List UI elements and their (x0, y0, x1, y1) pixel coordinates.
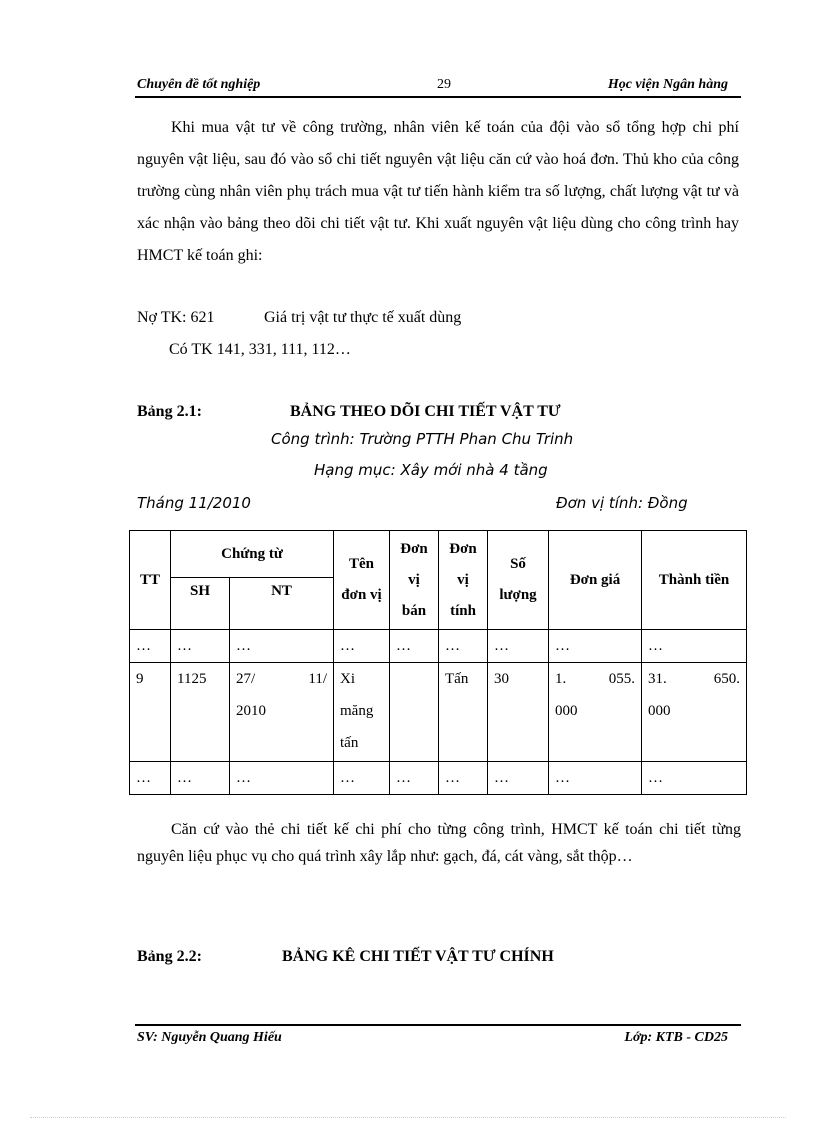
cell-amount: … (642, 630, 747, 663)
cell-tt: 9 (130, 663, 171, 762)
col-calc-unit: Đơn vị tính (439, 531, 488, 630)
cell-nt-month: 11/ (308, 671, 328, 687)
cell-calc-unit: … (439, 762, 488, 795)
cell-tt: … (130, 630, 171, 663)
table1-month: Tháng 11/2010 (137, 494, 251, 512)
col-sale-unit: Đơn vị bán (390, 531, 439, 630)
cell-amount-part1: 31. (648, 671, 667, 687)
table1-label: Bảng 2.1: (137, 403, 202, 420)
cell-sh: … (171, 630, 230, 663)
cell-nt (230, 663, 334, 762)
table-row (130, 762, 747, 795)
col-tt: TT (130, 531, 171, 630)
cell-sale-unit (390, 663, 439, 762)
header-left: Chuyên đề tốt nghiệp (137, 77, 261, 92)
cell-price: … (549, 762, 642, 795)
col-price: Đơn giá (549, 531, 642, 630)
cell-nt: … (230, 762, 334, 795)
col-voucher: Chứng từ (171, 531, 334, 578)
footer-left: SV: Nguyễn Quang Hiếu (137, 1030, 282, 1045)
cell-calc-unit: Tấn (439, 663, 488, 762)
cell-sh: … (171, 762, 230, 795)
cell-name: Xi măng tấn (334, 663, 390, 762)
table1-unit: Đơn vị tính: Đồng (556, 494, 688, 512)
debit-description: Giá trị vật tư thực tế xuất dùng (264, 309, 462, 326)
cell-price: … (549, 630, 642, 663)
cell-sale-unit: … (390, 630, 439, 663)
cell-nt-day: 27/ (236, 671, 256, 687)
cell-sale-unit: … (390, 762, 439, 795)
cell-price-part1: 1. (555, 671, 567, 687)
cell-name: … (334, 630, 390, 663)
cell-price-part2: 055. (608, 671, 636, 687)
cell-calc-unit: … (439, 630, 488, 663)
table-row (130, 663, 747, 762)
col-name: Tên đơn vị (334, 531, 390, 630)
header-right: Học viện Ngân hàng (607, 77, 728, 92)
cell-amount (642, 663, 747, 762)
cell-price (549, 663, 642, 762)
cell-qty: … (488, 762, 549, 795)
table-header-row (130, 531, 747, 578)
cell-amount: … (642, 762, 747, 795)
cell-qty: … (488, 630, 549, 663)
table1-title: BẢNG THEO DÕI CHI TIẾT VẬT TƯ (290, 403, 561, 420)
page-bottom-divider (30, 1117, 786, 1118)
table2-title: BẢNG KÊ CHI TIẾT VẬT TƯ CHÍNH (282, 948, 554, 965)
col-quantity: Số lượng (488, 531, 549, 630)
cell-price-part3: 000 (555, 703, 578, 719)
col-amount: Thành tiền (642, 531, 747, 630)
col-sh: SH (171, 578, 230, 630)
col-nt: NT (230, 578, 334, 630)
cell-name: … (334, 762, 390, 795)
table-row (130, 630, 747, 663)
cell-amount-part3: 000 (648, 703, 671, 719)
cell-amount-part2: 650. (713, 671, 741, 687)
credit-line: Có TK 141, 331, 111, 112… (169, 341, 351, 358)
cell-sh: 1125 (171, 663, 230, 762)
material-tracking-table (129, 530, 747, 795)
paragraph-1: Khi mua vật tư về công trường, nhân viên kế toán của đội vào sổ tổng hợp chi phí nguyên vật liệu, sau đó vào sổ chi tiết nguyên vật liệu căn cứ vào hoá đơn. Thủ kho của công trường cùng nhân viên phụ trách mua vật tư tiến hành kiểm tra số lượng, chất lượng vật tư và xác nhận vào bảng theo dõi chi tiết vật tư. Khi xuất nguyên vật liệu dùng cho công trình hay HMCT kế toán ghi: (137, 119, 739, 264)
cell-qty: 30 (488, 663, 549, 762)
debit-label: Nợ TK: 621 (137, 309, 215, 326)
footer-rule (135, 1024, 741, 1026)
table1-project: Công trình: Trường PTTH Phan Chu Trinh (271, 430, 574, 448)
cell-tt: … (130, 762, 171, 795)
cell-nt-year: 2010 (236, 703, 266, 719)
header-rule (135, 96, 741, 98)
cell-nt: … (230, 630, 334, 663)
table1-item: Hạng mục: Xây mới nhà 4 tầng (314, 461, 548, 479)
page-number: 29 (437, 77, 451, 92)
footer-right: Lớp: KTB - CD25 (624, 1030, 728, 1045)
table2-label: Bảng 2.2: (137, 948, 202, 965)
paragraph-2: Căn cứ vào thẻ chi tiết kế chi phí cho từng công trình, HMCT kế toán chi tiết từng nguyên liệu phục vụ cho quá trình xây lắp như: gạch, đá, cát vàng, sắt thộp… (137, 821, 741, 865)
